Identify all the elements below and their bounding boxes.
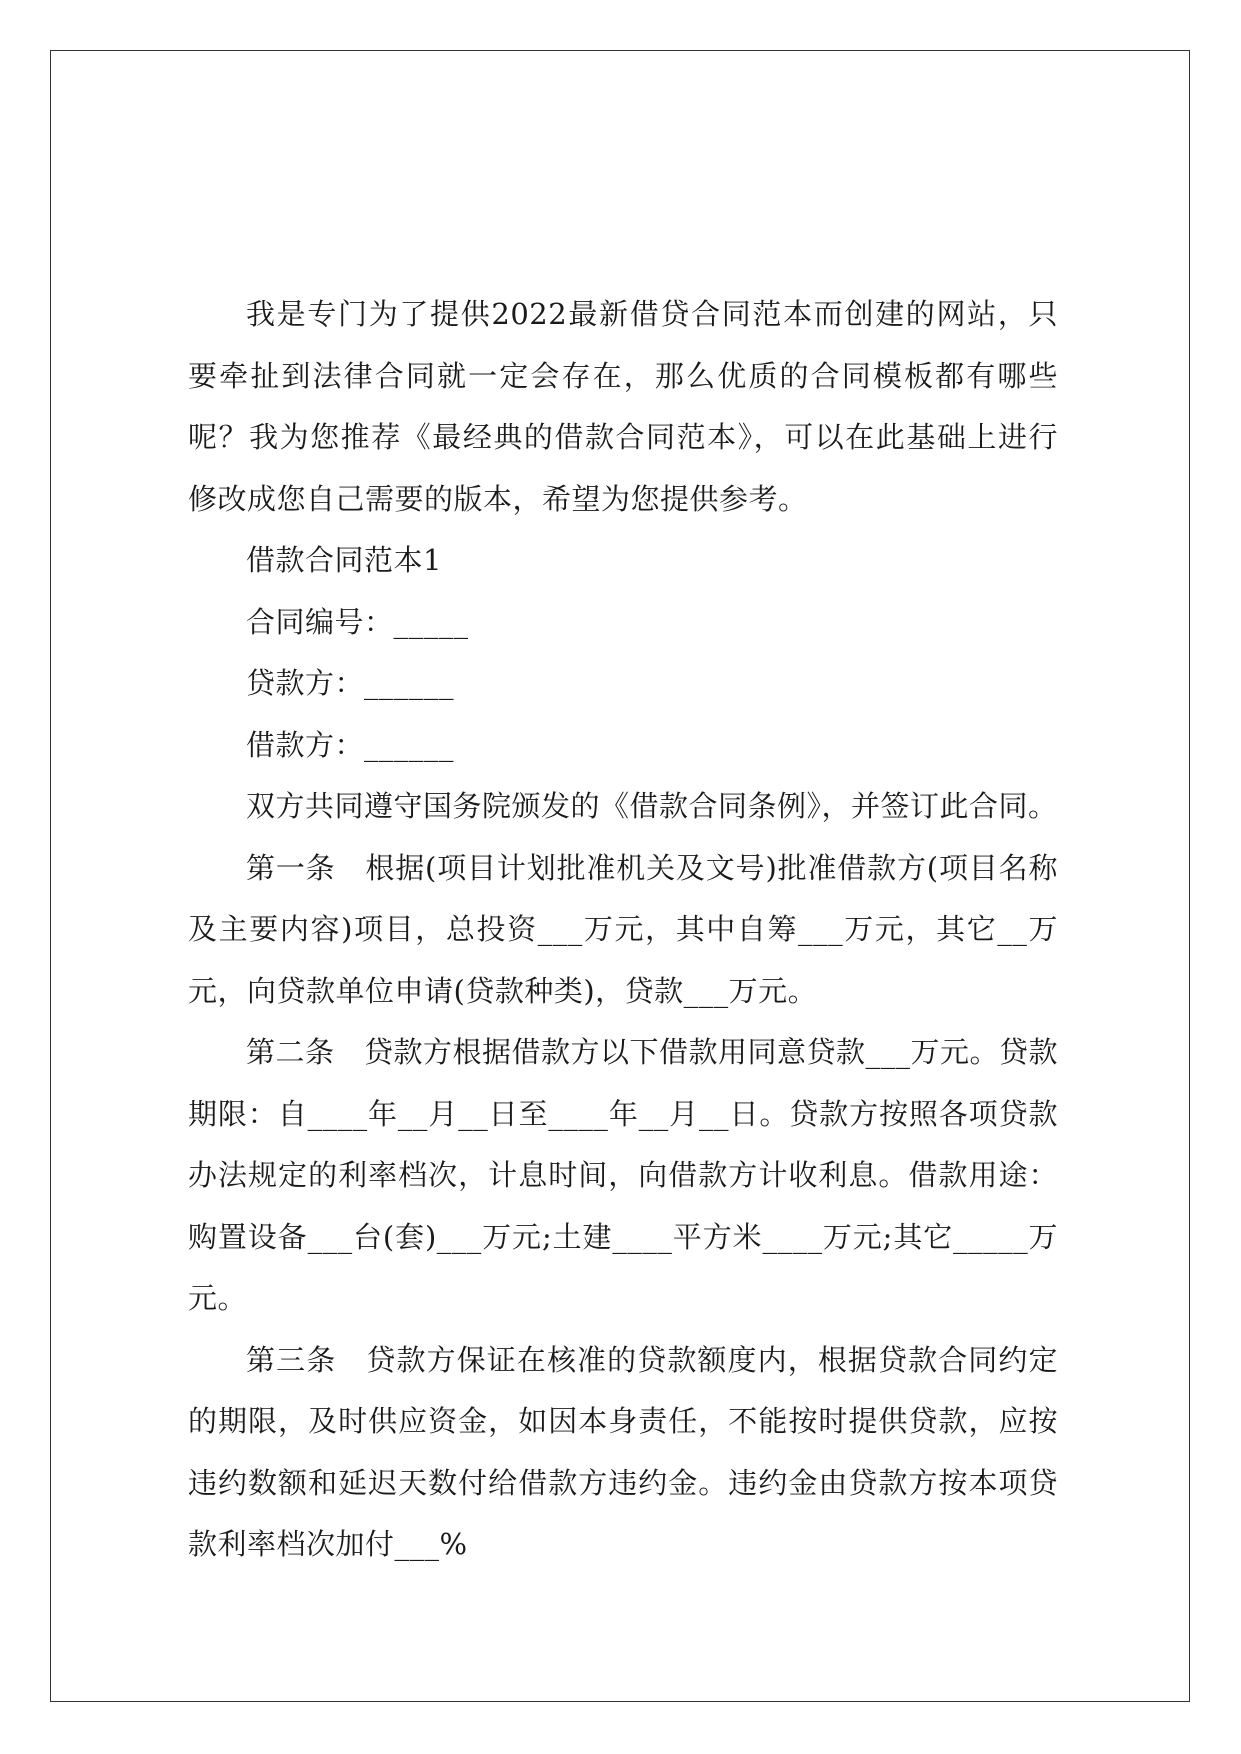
article-2: 第二条 贷款方根据借款方以下借款用同意贷款___万元。贷款期限：自____年__月__日至____年__月__日。贷款方按照各项贷款办法规定的利率档次，计息时间，向借款方计收利息。借款用途：购置设备___台(套)___万元;土建____平方米____万元;其它_____万元。 bbox=[188, 1035, 1059, 1315]
preamble-paragraph: 双方共同遵守国务院颁发的《借款合同条例》，并签订此合同。 bbox=[246, 789, 1058, 823]
document-body bbox=[188, 284, 1058, 1576]
contract-number-line: 合同编号：_____ bbox=[246, 604, 469, 639]
article-1: 第一条 根据(项目计划批准机关及文号)批准借款方(项目名称及主要内容)项目，总投资___万元，其中自筹___万元，其它__万元，向贷款单位申请(贷款种类)，贷款___万元。 bbox=[188, 850, 1058, 1008]
contract-title: 借款合同范本1 bbox=[246, 543, 442, 577]
borrower-line: 借款方：______ bbox=[246, 727, 455, 762]
intro-paragraph: 我是专门为了提供2022最新借贷合同范本而创建的网站，只要牵扯到法律合同就一定会存在，那么优质的合同模板都有哪些呢？我为您推荐《最经典的借款合同范本》，可以在此基础上进行修改成您自己需要的版本，希望为您提供参考。 bbox=[188, 297, 1058, 516]
article-3: 第三条 贷款方保证在核准的贷款额度内，根据贷款合同约定的期限，及时供应资金，如因本身责任，不能按时提供贷款，应按违约数额和延迟天数付给借款方违约金。违约金由贷款方按本项贷款利率档次加付___% bbox=[188, 1342, 1058, 1561]
lender-line: 贷款方：______ bbox=[246, 666, 455, 700]
